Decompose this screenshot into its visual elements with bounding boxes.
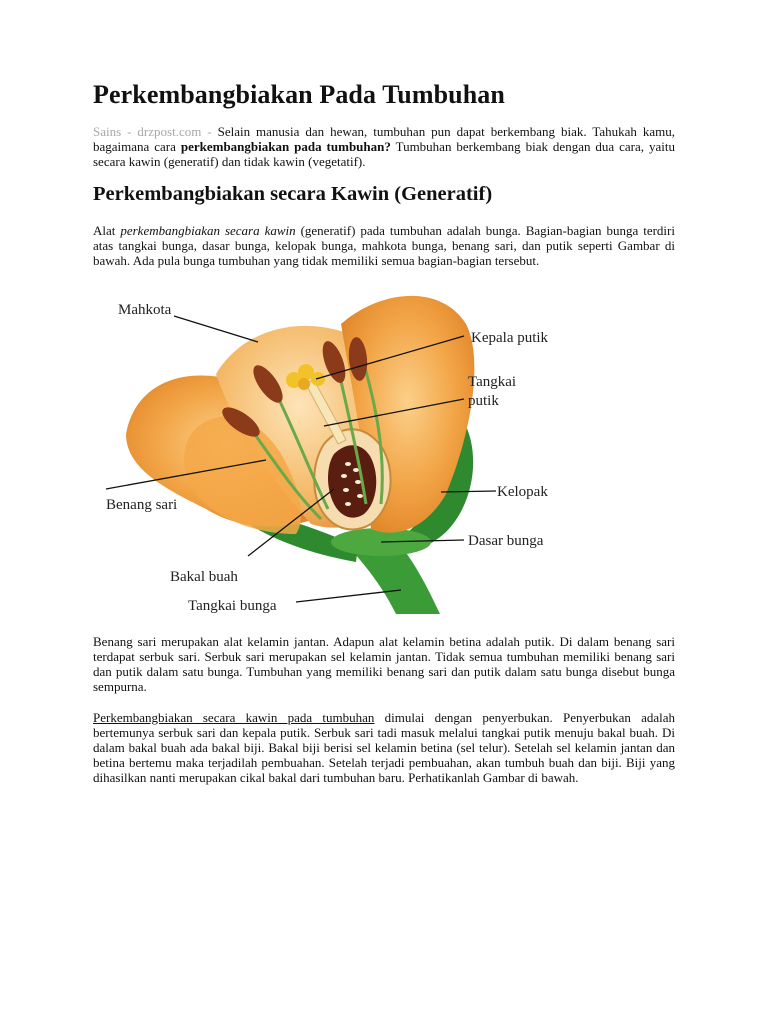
intro-paragraph [93, 124, 675, 169]
para2-text-a: Alat [93, 223, 121, 238]
label-kepala-putik: Kepala putik [471, 330, 549, 346]
benang-sari-paragraph: Benang sari merupakan alat kelamin jantan. Adapun alat kelamin betina adalah putik. Di dalam benang sari terdapat serbuk sari. Serbuk sari merupakan sel kelamin jantan. Tidak semua tumbuhan memiliki benang sari dan putik dalam satu bunga. Tumbuhan yang memiliki benang sari dan putik dalam satu bunga disebut bunga sempurna. [93, 634, 675, 694]
label-tangkai-putik-1: Tangkai [468, 374, 517, 390]
label-tangkai-bunga: Tangkai bunga [188, 598, 277, 614]
section-heading: Perkembangbiakan secara Kawin (Generatif) [93, 183, 493, 205]
intro-text-b: Tumbuhan berkembang biak dengan dua cara, yaitu secara kawin (generatif) dan tidak kawin (vegetatif). [93, 139, 675, 169]
label-mahkota: Mahkota [118, 302, 172, 318]
generatif-paragraph [93, 223, 675, 268]
flower-petals [126, 296, 474, 534]
page-title: Perkembangbiakan Pada Tumbuhan [93, 80, 505, 109]
para2-text-b: (generatif) pada tumbuhan adalah bunga. Bagian-bagian bunga terdiri atas tangkai bunga, dasar bunga, kelopak bunga, mahkota bunga, benang sari, dan putik seperti Gambar di bawah. Ada pula bunga tumbuhan yang tidak memiliki semua bagian-bagian tersebut. [93, 223, 675, 268]
label-dasar-bunga: Dasar bunga [468, 533, 544, 549]
intro-bold: perkembangbiakan pada tumbuhan? [180, 139, 391, 154]
para2-italic: perkembangbiakan secara kawin [120, 223, 296, 238]
label-bakal-buah: Bakal buah [170, 569, 238, 585]
penyerbukan-paragraph [93, 710, 675, 785]
source-link[interactable]: Sains - drzpost.com - [93, 124, 212, 139]
label-benang-sari: Benang sari [106, 497, 178, 513]
intro-text-a: Selain manusia dan hewan, tumbuhan pun dapat berkembang biak. Tahukah kamu, bagaimana cara [93, 124, 675, 154]
penyerbukan-link[interactable]: Perkembangbiakan secara kawin pada tumbuhan [93, 710, 375, 725]
label-kelopak: Kelopak [497, 484, 548, 500]
flower-diagram [96, 284, 586, 616]
label-tangkai-putik-2: putik [468, 393, 499, 409]
para4-text: dimulai dengan penyerbukan. Penyerbukan adalah bertemunya serbuk sari dan kepala putik. Serbuk sari tadi masuk melalui tangkai putik menuju bakal buah. Di dalam bakal buah ada bakal biji. Bakal biji berisi sel kelamin betina (sel telur). Setelah sel kelamin jantan dan betina bertemu maka terjadilah pembuahan. Setelah terjadi pembuahan, akan tumbuh buah dan biji. Biji yang dihasilkan nanti merupakan cikal bakal dari tumbuhan baru. Perhatikanlah Gambar di bawah. [93, 710, 676, 785]
